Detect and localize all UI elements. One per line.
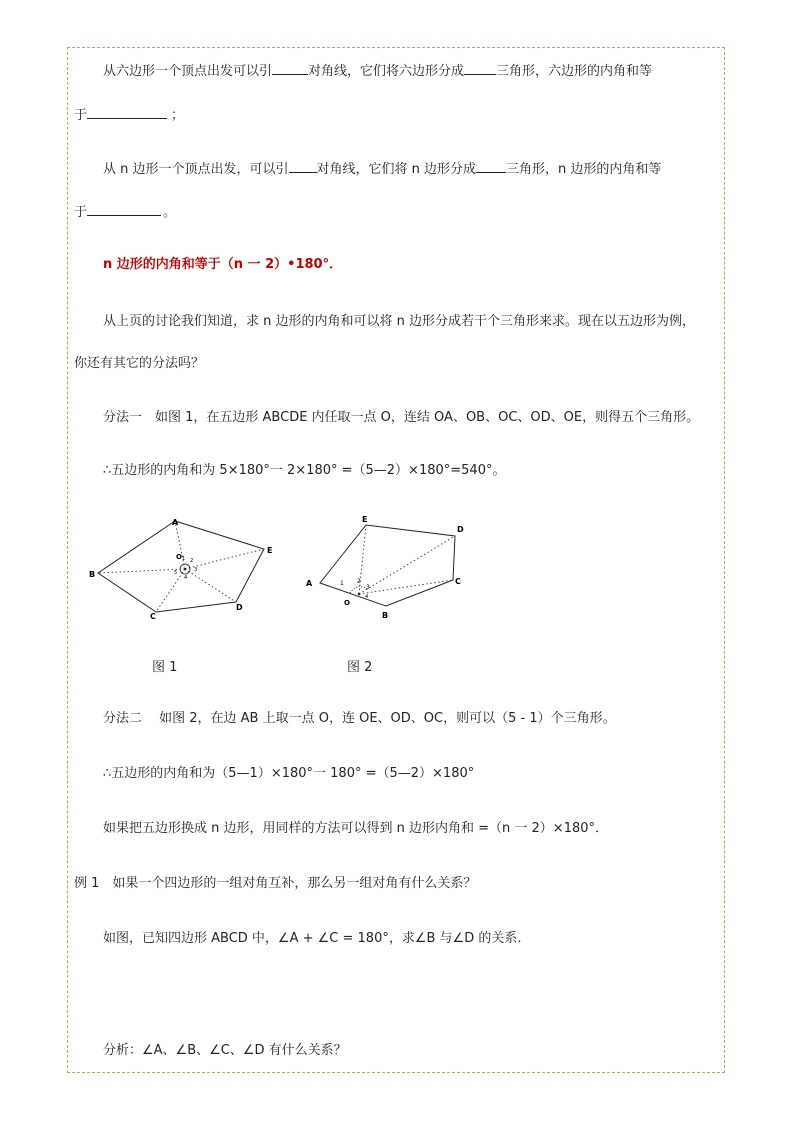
method1-text: 分法一 如图 1，在五边形 ABCDE 内任取一点 O，连结 OA、OB、OC、OD、OE，则得五个三角形。: [103, 410, 700, 425]
figure1-caption: 图 1: [152, 660, 178, 675]
calc2-text: ∴五边形的内角和为（5—1）×180°一 180° =（5—2）×180°: [103, 766, 475, 781]
fig1-label-o: O: [176, 553, 182, 561]
calc1-text: ∴五边形的内角和为 5×180°一 2×180° =（5—2）×180°=540°。: [103, 463, 506, 478]
figure2-pentagon: [298, 510, 478, 626]
fig1-angle-2: 2: [190, 558, 194, 564]
blank-triangle-count-n[interactable]: [476, 160, 506, 173]
fig1-angle-5: 5: [174, 570, 178, 576]
para2-text-a: 从 n 边形一个顶点出发，可以引: [103, 162, 289, 177]
fig2-label-e: E: [362, 515, 368, 524]
para1-text-c: 三角形，六边形的内角和等: [496, 64, 653, 79]
generalize-text: 如果把五边形换成 n 边形，用同样的方法可以得到 n 边形内角和 =（n 一 2）×180°．: [103, 821, 609, 836]
blank-diagonal-count-n[interactable]: [289, 160, 317, 173]
para1-text-b: 对角线，它们将六边形分成: [308, 64, 465, 79]
fig2-label-o: O: [344, 599, 350, 607]
theorem-statement: n 边形的内角和等于（n 一 2）•180°．: [103, 257, 343, 272]
para2-text-c: 三角形，n 边形的内角和等: [506, 162, 662, 177]
fig1-label-d: D: [236, 603, 243, 612]
fig2-angle-1: 1: [340, 580, 344, 587]
figure1-pentagon: [86, 512, 286, 628]
fig2-angle-3: 3: [366, 584, 370, 591]
para3-line1: 从上页的讨论我们知道，求 n 边形的内角和可以将 n 边形分成若干个三角形来求。现在以五边形为例，: [103, 314, 696, 329]
para2-text-b: 对角线，它们将 n 边形分成: [316, 162, 477, 177]
para1-line1: [103, 62, 652, 80]
fig1-label-b: B: [89, 570, 96, 579]
fig2-label-a: A: [306, 579, 313, 588]
para2-text-d: 于: [74, 205, 88, 220]
fig2-point-o: [358, 593, 361, 596]
para2-line1: [103, 160, 661, 178]
blank-angle-sum-n[interactable]: [87, 203, 161, 216]
fig2-label-c: C: [455, 577, 461, 586]
para1-text-d: 于: [74, 108, 88, 123]
fig1-label-c: C: [150, 612, 156, 621]
fig1-angle-3: 3: [194, 567, 198, 573]
fig2-inner-segments: [359, 525, 455, 594]
para3-line2: 你还有其它的分法吗？: [74, 356, 205, 371]
blank-diagonal-count-hexagon[interactable]: [272, 62, 308, 75]
analysis-text: 分析：∠A、∠B、∠C、∠D 有什么关系？: [103, 1043, 347, 1058]
blank-angle-sum-hexagon[interactable]: [87, 106, 167, 119]
figure2-caption: 图 2: [347, 660, 373, 675]
fig2-pentagon-outline: [320, 525, 455, 606]
fig1-label-a: A: [172, 518, 179, 527]
example1-question: 例 1 如果一个四边形的一组对角互补，那么另一组对角有什么关系？: [74, 876, 477, 891]
fig1-angle-4: 4: [184, 575, 188, 581]
fig1-point-o: [184, 568, 187, 571]
para2-line2: [74, 203, 176, 221]
fig1-label-e: E: [267, 546, 273, 555]
para1-text-e: ；: [171, 108, 185, 123]
para2-text-e: 。: [163, 205, 177, 220]
fig1-angle-1: 1: [182, 556, 186, 562]
fig2-label-d: D: [457, 525, 464, 534]
fig2-label-b: B: [382, 611, 389, 620]
example1-given: 如图，已知四边形 ABCD 中，∠A + ∠C = 180°，求∠B 与∠D 的关系．: [103, 931, 531, 946]
method2-text: 分法二 如图 2，在边 AB 上取一点 O，连 OE、OD、OC，则可以（5 - 1）个三角形。: [103, 711, 616, 726]
blank-triangle-count-hexagon[interactable]: [464, 62, 496, 75]
fig2-angle-4: 4: [365, 594, 369, 600]
fig2-angle-2: 2: [357, 578, 361, 585]
para1-text-a: 从六边形一个顶点出发可以引: [103, 64, 273, 79]
para1-line2: [74, 106, 184, 124]
